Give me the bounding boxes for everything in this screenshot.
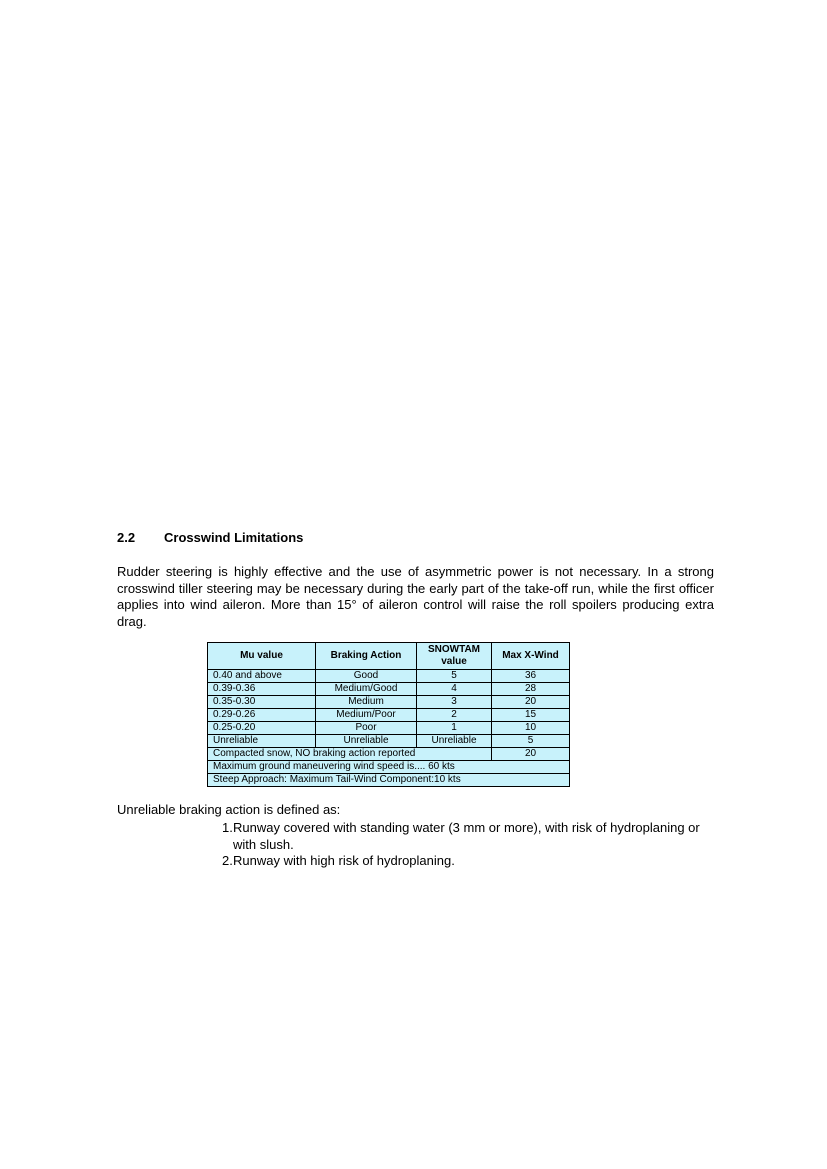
braking-action-cell: Unreliable	[316, 735, 417, 748]
table-note-row	[208, 774, 570, 787]
header-snowtam-value: SNOWTAM value	[417, 643, 492, 670]
max-x-wind-cell: 36	[492, 670, 570, 683]
intro-paragraph: Rudder steering is highly effective and the use of asymmetric power is not necessary. In a strong crosswind tiller steering may be necessary during the early part of the take-off run, while the first officer applies into wind aileron. More than 15° of aileron control will raise the roll spoilers producing extra drag.	[117, 564, 714, 629]
compacted-snow-value-cell: 20	[492, 748, 570, 761]
snowtam-cell: Unreliable	[417, 735, 492, 748]
max-x-wind-cell: 15	[492, 709, 570, 722]
header-mu-value: Mu value	[208, 643, 316, 670]
mu-value-cell: 0.25-0.20	[208, 722, 316, 735]
table-row	[208, 670, 570, 683]
ground-maneuvering-note: Maximum ground maneuvering wind speed is.... 60 kts	[208, 761, 570, 774]
braking-action-cell: Good	[316, 670, 417, 683]
snowtam-cell: 5	[417, 670, 492, 683]
table-row	[208, 683, 570, 696]
list-item-number: 1.	[222, 820, 233, 835]
snowtam-cell: 1	[417, 722, 492, 735]
mu-value-cell: 0.40 and above	[208, 670, 316, 683]
compacted-snow-row	[208, 748, 570, 761]
mu-value-cell: 0.39-0.36	[208, 683, 316, 696]
max-x-wind-cell: 10	[492, 722, 570, 735]
mu-value-cell: Unreliable	[208, 735, 316, 748]
steep-approach-note: Steep Approach: Maximum Tail-Wind Component:10 kts	[208, 774, 570, 787]
snowtam-cell: 2	[417, 709, 492, 722]
list-item-text: Runway with high risk of hydroplaning.	[233, 853, 455, 868]
list-item	[222, 853, 722, 870]
braking-action-cell: Medium/Good	[316, 683, 417, 696]
header-max-x-wind: Max X-Wind	[492, 643, 570, 670]
section-heading	[117, 530, 303, 545]
snowtam-cell: 3	[417, 696, 492, 709]
max-x-wind-cell: 20	[492, 696, 570, 709]
section-title: Crosswind Limitations	[164, 530, 304, 545]
snowtam-cell: 4	[417, 683, 492, 696]
list-item-number: 2.	[222, 853, 233, 868]
max-x-wind-cell: 28	[492, 683, 570, 696]
header-braking-action: Braking Action	[316, 643, 417, 670]
table-row	[208, 735, 570, 748]
unreliable-definition-list	[222, 820, 722, 870]
table-header-row	[208, 643, 570, 670]
crosswind-limits-table	[207, 642, 570, 787]
max-x-wind-cell: 5	[492, 735, 570, 748]
list-item-text: Runway covered with standing water (3 mm or more), with risk of hydroplaning or with slush.	[233, 820, 700, 852]
braking-action-cell: Medium	[316, 696, 417, 709]
braking-action-cell: Poor	[316, 722, 417, 735]
table-row	[208, 722, 570, 735]
table-note-row	[208, 761, 570, 774]
section-number: 2.2	[117, 530, 136, 545]
crosswind-table-container	[207, 642, 570, 787]
mu-value-cell: 0.35-0.30	[208, 696, 316, 709]
list-item	[222, 820, 722, 853]
compacted-snow-cell: Compacted snow, NO braking action reported	[208, 748, 492, 761]
mu-value-cell: 0.29-0.26	[208, 709, 316, 722]
table-row	[208, 709, 570, 722]
braking-action-cell: Medium/Poor	[316, 709, 417, 722]
table-row	[208, 696, 570, 709]
unreliable-definition-label: Unreliable braking action is defined as:	[117, 802, 341, 817]
